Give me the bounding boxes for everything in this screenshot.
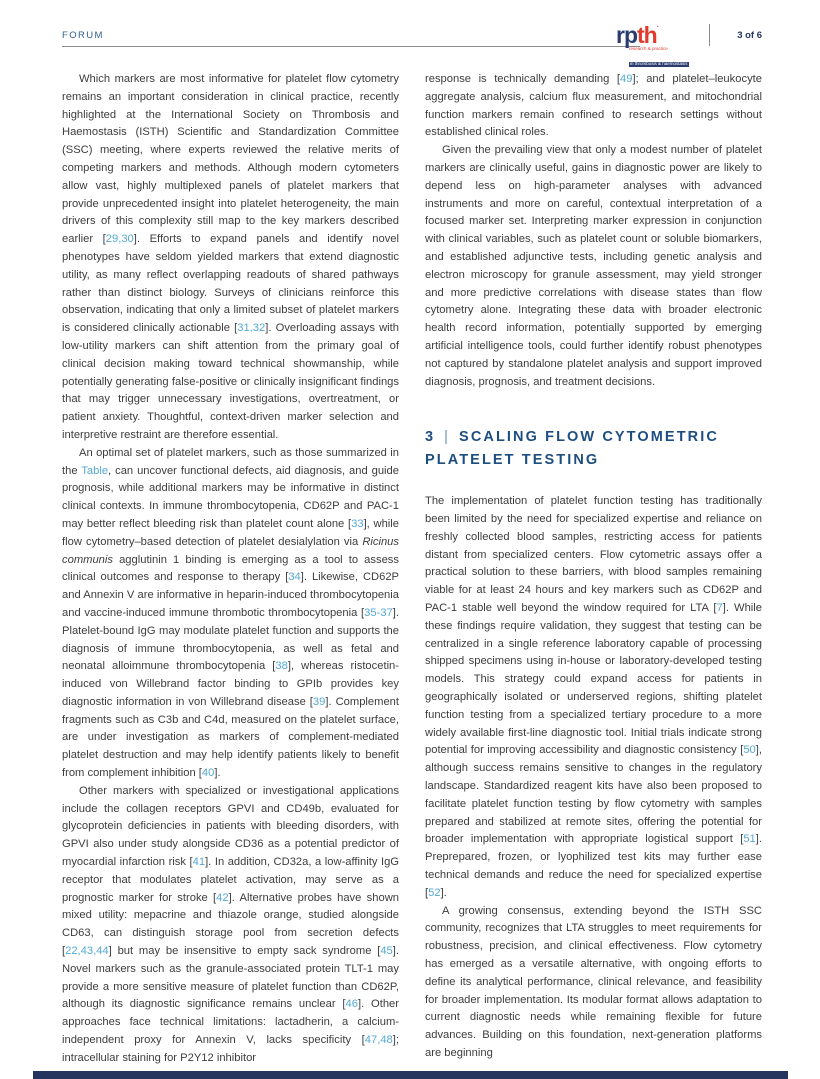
text-run: ]; intracellular staining for P2Y12 inhibitor: [62, 1034, 399, 1064]
logo-tagline-line1: research & practice: [629, 46, 668, 51]
text-run: An optimal set of platelet markers, such as those summarized in the: [62, 446, 399, 477]
text-run: The implementation of platelet function testing has traditionally been limited by the need for specialized expertise and reliance on freshly collected blood samples, restricting access for patients distant from specialized centers. Flow cytometric assays offer a practical solution to these barriers, with blood samples remaining viable for at least 24 hours and key markers such as CD62P and PAC-1 stable well beyond the window required for LTA [: [425, 495, 762, 615]
text-run: A growing consensus, extending beyond the ISTH SSC community, recognizes that LTA struggles to meet requirements for robustness, precision, and clinical effectiveness. Flow cytometry has emerged as a versatile alternative, with ongoing efforts to define its analytical performance, clinical relevance, and feasibility for broader implementation. Its modular format allows adaptation to current diagnostic needs while remaining flexible for future advances. Building on this foundation, next-generation platforms are beginning: [425, 904, 762, 1059]
text-run: ] but may be insensitive to empty sack syndrome [: [108, 945, 381, 958]
citation-link[interactable]: 39: [312, 695, 326, 708]
paragraph: [425, 903, 762, 1063]
rpth-logo-wordmark: [616, 24, 686, 47]
text-run: ]. Efforts to expand panels and identify novel phenotypes have seldom yielded markers that extend diagnostic utility, as many reflect overlapping readouts of shared pathways rather than distinct biology. Surveys of clinicians reinforce this observation, indicating that only a limited subset of platelet markers is considered clinically actionable [: [62, 233, 399, 335]
text-run: ]; and platelet–leukocyte aggregate analysis, calcium flux measurement, and mitochondrial function markers remain confined to research settings without established clinical roles.: [425, 73, 762, 139]
text-run: ]. Preprepared, frozen, or lyophilized test kits may further ease technical demands and reduce the need for specialized expertise [: [425, 833, 762, 899]
logo-text-th: th: [637, 22, 657, 48]
citation-link[interactable]: 45: [380, 945, 393, 958]
article-body: [62, 71, 762, 1065]
citation-link[interactable]: 47,48: [364, 1034, 393, 1047]
citation-link[interactable]: 41: [192, 856, 206, 869]
paragraph: [62, 71, 399, 445]
rpth-journal-logo: [616, 24, 686, 70]
page-number: 3 of 6: [737, 30, 762, 41]
section-heading: [425, 426, 762, 471]
citation-link[interactable]: 22,43,44: [65, 945, 109, 958]
text-run: ]. In addition, CD32a, a low-affinity IgG receptor that modulates platelet activation, may serve as a prognostic marker for stroke [: [62, 856, 399, 904]
section-title: SCALING FLOW CYTOMETRIC PLATELET TESTING: [425, 429, 719, 468]
left-column: [62, 71, 399, 1065]
section-separator: |: [444, 429, 451, 446]
citation-link[interactable]: 49: [620, 73, 633, 85]
paragraph: [62, 445, 399, 783]
article-category-label: FORUM: [62, 30, 104, 41]
paragraph: [425, 493, 762, 902]
text-run: ]. While these findings require validation, they suggest that testing can be centralized in a single reference laboratory capable of processing shipped specimens using in-house or laboratory-developed testing models. This strategy could expand access for patients in geographically isolated or underserved regions, shifting platelet function testing from a specialized tertiary procedure to a more widely available first-line diagnostic tool. Initial trials indicate strong potential for improving accessibility and diagnostic consistency [: [425, 602, 762, 757]
text-run: ], whereas ristocetin-induced von Willebrand factor binding to GPIb provides key diagnostic information in von Willebrand disease [: [62, 660, 400, 708]
right-column-bottom: [425, 493, 762, 1063]
logo-tagline-line2: in thrombosis & haemostasis: [630, 60, 688, 66]
paragraph: [62, 783, 399, 1068]
text-run: ]. Likewise, CD62P and Annexin V are informative in heparin-induced thrombocytopenia and vaccine-induced immune thrombotic thrombocytopenia [: [62, 571, 400, 619]
text-run: ]. Platelet-bound IgG may modulate platelet function and supports the diagnosis of immune thrombocytopenia, as well as fetal and neonatal alloimmune thrombocytopenia [: [62, 606, 399, 673]
citation-link[interactable]: 42: [216, 891, 229, 904]
citation-link[interactable]: 50: [743, 744, 756, 757]
italic-text-run: Ricinus communis: [62, 535, 399, 566]
page-footer-bar: [33, 1071, 788, 1079]
citation-link[interactable]: 34: [288, 571, 301, 584]
citation-link[interactable]: 29,30: [105, 233, 134, 246]
citation-link[interactable]: 51: [743, 833, 756, 846]
text-run: ]. Overloading assays with low-utility markers can shift attention from the primary goal of clinical decision making toward technical showmanship, while potentially generating false-positive or clinically insignificant findings that may trigger unnecessary investigations, overtreatment, or patient anxiety. Thoughtful, context-driven marker selection and interpretive restraint are therefore essential.: [62, 322, 399, 441]
section-number: 3: [425, 429, 436, 446]
header-rule: [62, 46, 640, 47]
logo-text-rp: rp: [616, 22, 637, 48]
text-run: ]. Other approaches face technical limitations: lactadherin, a calcium-independent proxy for Annexin V, lacks specificity [: [62, 998, 399, 1047]
text-run: ]. Novel markers such as the granule-associated protein TLT-1 may provide a more sensitive measure of platelet function than CD62P, although its diagnostic significance remains unclear [: [62, 945, 399, 1011]
text-run: ]. Complement fragments such as C3b and C4d, measured on the platelet surface, are under investigation as markers of complement-mediated platelet destruction and may help identify patients likely to benefit from complement inhibition [: [62, 695, 400, 780]
citation-link[interactable]: 38: [275, 660, 288, 673]
page-number-divider: [709, 24, 710, 46]
citation-link[interactable]: 7: [716, 602, 723, 615]
text-run: ].: [440, 886, 447, 899]
text-run: response is technically demanding [: [425, 73, 620, 85]
text-run: ]. Alternative probes have shown mixed utility: mepacrine and thiazole orange, studied alongside CD63, can distinguish storage pool from secretion defects [: [62, 891, 399, 958]
citation-link[interactable]: 52: [428, 886, 441, 899]
text-run: ].: [214, 767, 221, 780]
paragraph: [425, 71, 762, 142]
paragraph: [425, 142, 762, 391]
text-run: Which markers are most informative for platelet flow cytometry remains an important consideration in clinical practice, recently highlighted at the International Society on Thrombosis and Haemostasis (ISTH) Scientific and Standardization Committee (SSC) meeting, where experts reviewed the relative merits of competing markers and methods. Although modern cytometers allow vast, highly multiplexed panels of platelet markers that provide unprecedented insight into platelet heterogeneity, the main drivers of this complexity still map to the key markers described earlier [: [62, 73, 399, 246]
text-run: Other markers with specialized or investigational applications include the collagen receptors GPVI and CD49b, evaluated for glycoprotein deficiencies in patients with bleeding disorders, with GPVI also under study alongside CD36 as a potential predictor of myocardial infarction risk [: [62, 784, 399, 869]
citation-link[interactable]: 35-37: [364, 606, 393, 619]
table-link[interactable]: Table: [81, 464, 109, 477]
logo-tagline: [629, 47, 686, 70]
citation-link[interactable]: 40: [201, 767, 215, 780]
citation-link[interactable]: 31,32: [237, 322, 266, 335]
right-column-top: [425, 71, 762, 391]
citation-link[interactable]: 33: [351, 517, 364, 530]
text-run: , can uncover functional defects, aid diagnosis, and guide prognosis, while additional markers may be informative in distinct clinical contexts. In immune thrombocytopenia, CD62P and PAC-1 may better reflect bleeding risk than platelet count alone [: [62, 464, 399, 530]
right-column: [425, 71, 762, 1065]
page-header: [62, 0, 762, 66]
text-run: ], while flow cytometry–based detection of platelet desialylation via: [62, 517, 399, 548]
citation-link[interactable]: 46: [345, 998, 358, 1011]
text-run: Given the prevailing view that only a modest number of platelet markers are clinically useful, gains in diagnostic power are likely to depend less on high-parameter analyses with advanced instruments and more on careful, contextual interpretation of a focused marker set. Interpreting marker expression in conjunction with clinical variables, such as platelet count or soluble biomarkers, and established adjunctive tests, including genetic analysis and electron microscopy for granule assessment, may yield stronger and more predictive correlations with disease states than flow cytometry alone. Integrating these data with broader electronic health record information, potentially supported by emerging artificial intelligence tools, could further identify robust phenotypes not captured by standalone platelet analysis and support improved diagnosis, prognosis, and treatment decisions.: [425, 144, 762, 388]
text-run: agglutinin 1 binding is emerging as a tool to assess clinical outcomes and response to therapy [: [62, 553, 399, 584]
logo-registered-mark: ·: [656, 24, 659, 31]
text-run: ], although success remains sensitive to changes in the regulatory landscape. Standardized reagent kits have also been proposed to facilitate platelet function testing by flow cytometry with samples prepared and stabilized at remote sites, offering the potential for broader implementation with appropriate logistical support [: [425, 744, 762, 846]
